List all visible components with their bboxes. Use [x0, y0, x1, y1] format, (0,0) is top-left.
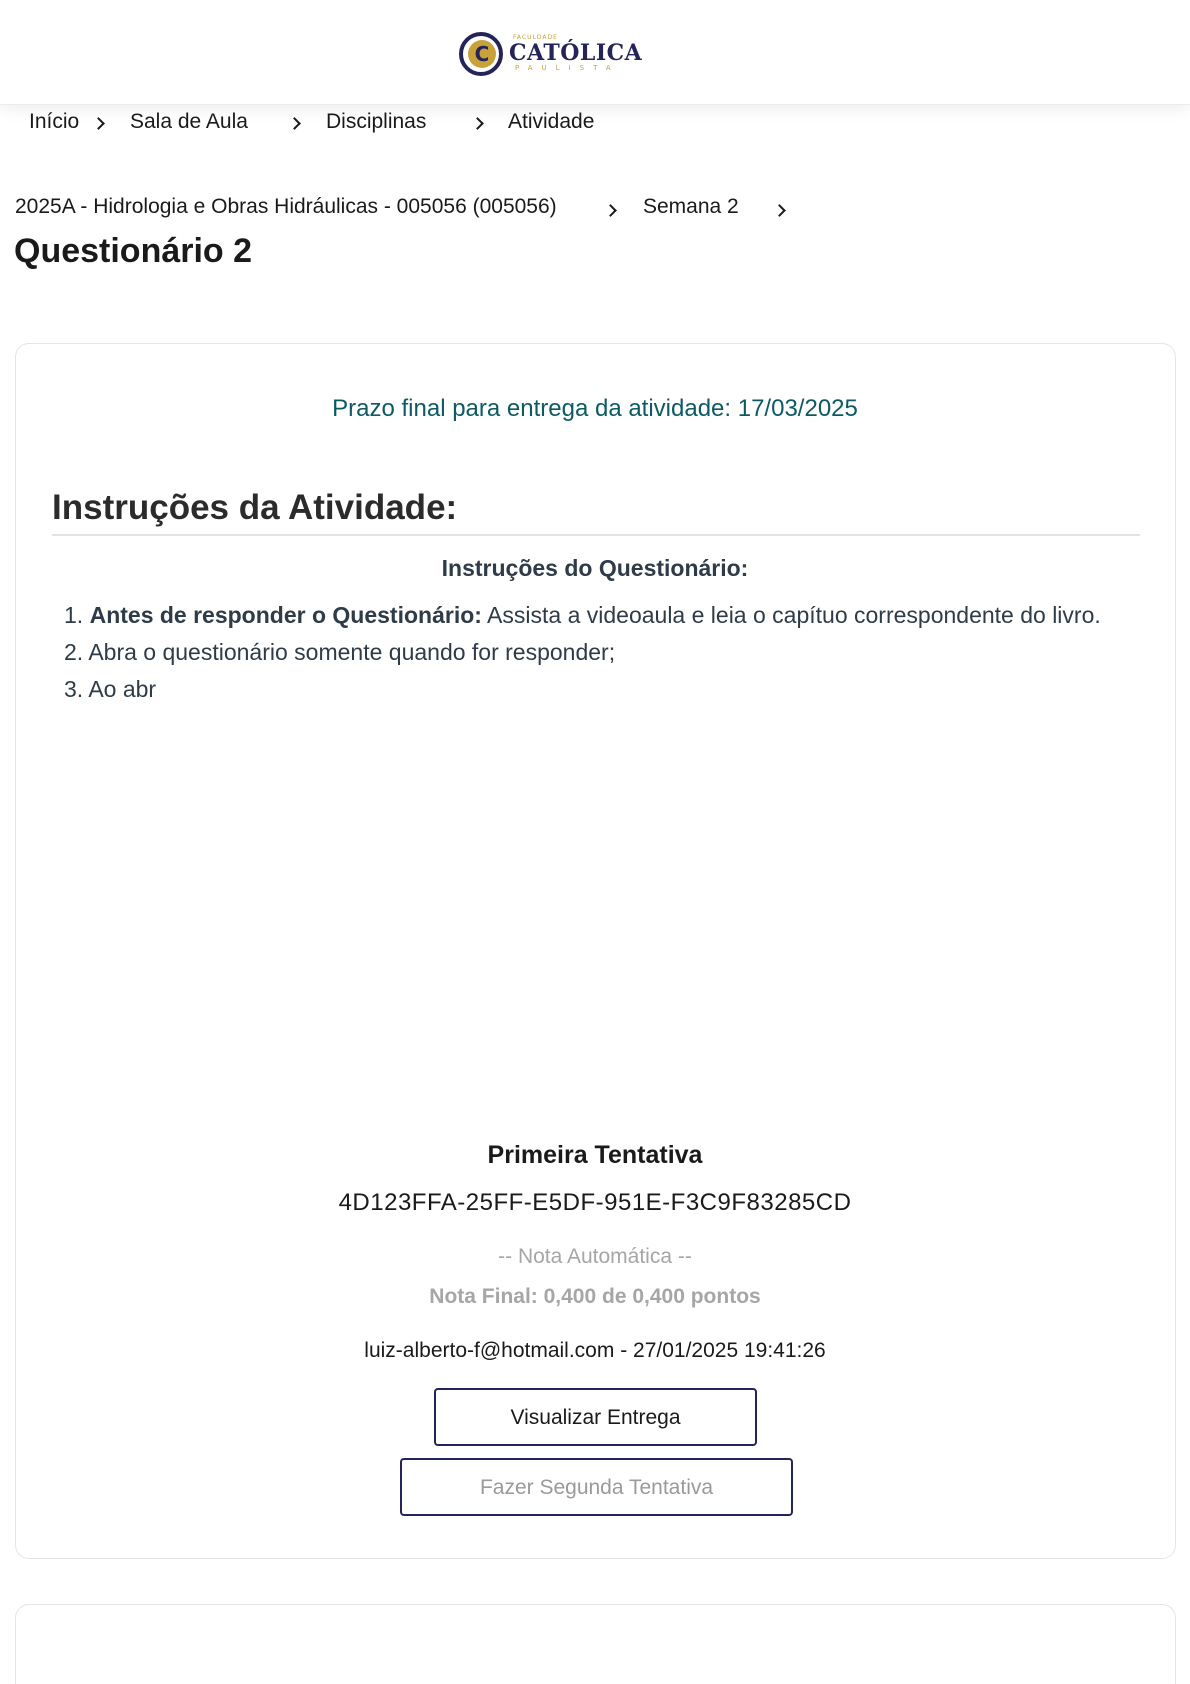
breadcrumb-inicio[interactable]: Início: [29, 110, 80, 133]
logo-main-text: CATÓLICA: [509, 40, 643, 66]
chevron-right-icon: [92, 117, 105, 130]
logo-wordmark: [509, 31, 643, 76]
catolica-logo[interactable]: [459, 31, 643, 76]
list-item-bold: Antes de responder o Questionário:: [89, 602, 482, 628]
chevron-right-icon: [773, 204, 786, 217]
final-grade: Nota Final: 0,400 de 0,400 pontos: [429, 1285, 761, 1308]
logo-sub-text: PAULISTA: [515, 64, 620, 72]
breadcrumb-week[interactable]: Semana 2: [643, 195, 739, 218]
breadcrumb-sala-de-aula[interactable]: Sala de Aula: [130, 110, 248, 133]
chevron-right-icon: [471, 117, 484, 130]
breadcrumb-disciplinas[interactable]: Disciplinas: [326, 110, 427, 133]
logo-small-text: FACULDADE: [513, 34, 558, 41]
divider: [52, 534, 1140, 536]
second-attempt-button[interactable]: Fazer Segunda Tentativa: [400, 1458, 793, 1516]
list-item: [64, 639, 615, 666]
list-item: [64, 676, 156, 703]
chevron-right-icon: [288, 117, 301, 130]
auto-grade-label: -- Nota Automática --: [498, 1245, 692, 1268]
list-item-text: Assista a videoaula e leia o capítuo correspondente do livro.: [481, 602, 1101, 628]
page-title: Questionário 2: [14, 232, 253, 270]
list-item-number: 3.: [64, 676, 84, 702]
instructions-heading: Instruções da Atividade:: [52, 488, 458, 527]
questionnaire-instructions-heading: Instruções do Questionário:: [441, 555, 749, 581]
list-item-text: Abra o questionário somente quando for responder;: [88, 639, 616, 665]
list-item-number: 1.: [64, 602, 84, 628]
view-submission-button[interactable]: Visualizar Entrega: [434, 1388, 757, 1446]
logo-emblem-icon: C: [459, 32, 503, 76]
attempt-title: Primeira Tentativa: [487, 1141, 703, 1169]
list-item-number: 2.: [64, 639, 84, 665]
deadline-text: Prazo final para entrega da atividade: 17/03/2025: [332, 395, 858, 422]
attempt-code: 4D123FFA-25FF-E5DF-951E-F3C9F83285CD: [338, 1189, 852, 1216]
submission-info: luiz-alberto-f@hotmail.com - 27/01/2025 19:41:26: [364, 1339, 826, 1362]
list-item: [64, 602, 1101, 629]
chevron-right-icon: [604, 204, 617, 217]
breadcrumb-atividade[interactable]: Atividade: [508, 110, 595, 133]
next-card: [15, 1604, 1176, 1684]
list-item-text: Ao abr: [88, 676, 157, 702]
top-header: [0, 0, 1190, 105]
breadcrumb-course[interactable]: 2025A - Hidrologia e Obras Hidráulicas - 005056 (005056): [15, 195, 557, 218]
